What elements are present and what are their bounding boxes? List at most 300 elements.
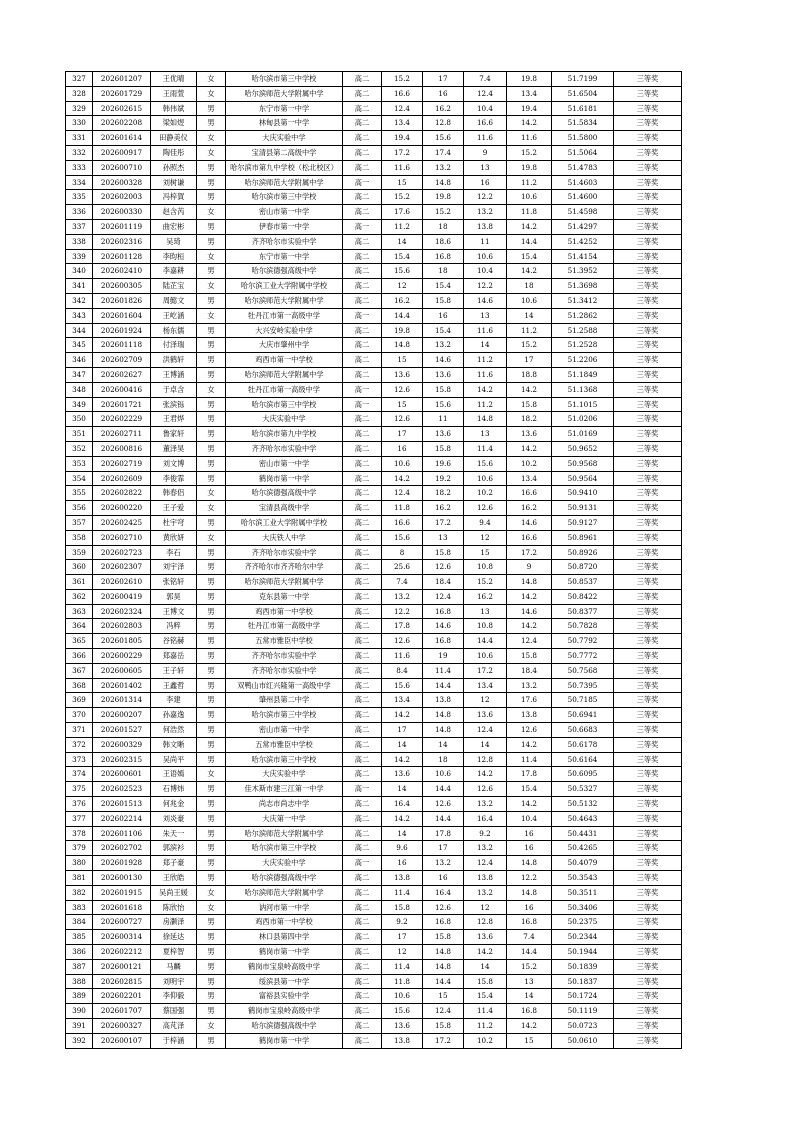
school-cell: 林甸县第一中学	[226, 116, 343, 131]
table-row	[66, 708, 682, 723]
school-cell: 齐齐哈尔市实验中学	[226, 649, 343, 664]
id-cell: 202602815	[93, 974, 151, 989]
score2-cell: 19.6	[423, 456, 464, 471]
school-cell: 鸡西市第一中学校	[226, 353, 343, 368]
name-cell: 于卓含	[151, 382, 197, 397]
gender-cell: 男	[197, 353, 226, 368]
rank-cell: 351	[66, 427, 93, 442]
score2-cell: 16.2	[423, 101, 464, 116]
score1-cell: 17.8	[382, 619, 423, 634]
name-cell: 夏梓智	[151, 945, 197, 960]
id-cell: 202601915	[93, 885, 151, 900]
rank-cell: 344	[66, 323, 93, 338]
gender-cell: 男	[197, 959, 226, 974]
award-cell: 三等奖	[614, 634, 682, 649]
table-row	[66, 989, 682, 1004]
award-cell: 三等奖	[614, 871, 682, 886]
id-cell: 202600330	[93, 205, 151, 220]
table-row	[66, 160, 682, 175]
table-row	[66, 767, 682, 782]
name-cell: 石博炜	[151, 782, 197, 797]
score1-cell: 15.2	[382, 190, 423, 205]
score1-cell: 7.4	[382, 575, 423, 590]
id-cell: 202601805	[93, 634, 151, 649]
school-cell: 哈尔滨工业大学附属中学校	[226, 279, 343, 294]
table-row	[66, 101, 682, 116]
rank-cell: 334	[66, 175, 93, 190]
rank-cell: 377	[66, 811, 93, 826]
name-cell: 陶佳彤	[151, 145, 197, 160]
school-cell: 齐齐哈尔市实验中学	[226, 441, 343, 456]
award-cell: 三等奖	[614, 205, 682, 220]
score3-cell: 12.6	[464, 782, 507, 797]
score3-cell: 10.6	[464, 649, 507, 664]
score1-cell: 13.8	[382, 871, 423, 886]
gender-cell: 男	[197, 811, 226, 826]
gender-cell: 女	[197, 530, 226, 545]
award-cell: 三等奖	[614, 589, 682, 604]
rank-cell: 380	[66, 856, 93, 871]
id-cell: 202602208	[93, 116, 151, 131]
score3-cell: 17.2	[464, 663, 507, 678]
rank-cell: 350	[66, 412, 93, 427]
score1-cell: 15.4	[382, 249, 423, 264]
id-cell: 202602702	[93, 841, 151, 856]
score3-cell: 12.4	[464, 723, 507, 738]
score2-cell: 15.4	[423, 323, 464, 338]
score3-cell: 13.2	[464, 885, 507, 900]
name-cell: 刘宇泽	[151, 560, 197, 575]
score3-cell: 16.6	[464, 116, 507, 131]
school-cell: 牡丹江市第一高级中学	[226, 619, 343, 634]
grade-cell: 高二	[343, 811, 382, 826]
score4-cell: 16.8	[507, 1004, 552, 1019]
total-cell: 51.4598	[552, 205, 614, 220]
name-cell: 马麟	[151, 959, 197, 974]
total-cell: 50.6164	[552, 752, 614, 767]
grade-cell: 高二	[343, 634, 382, 649]
rank-cell: 375	[66, 782, 93, 797]
name-cell: 王欣皓	[151, 871, 197, 886]
rank-cell: 330	[66, 116, 93, 131]
rank-cell: 363	[66, 604, 93, 619]
total-cell: 50.4265	[552, 841, 614, 856]
grade-cell: 高二	[343, 279, 382, 294]
total-cell: 50.3406	[552, 900, 614, 915]
score1-cell: 14.2	[382, 811, 423, 826]
name-cell: 张滨铄	[151, 397, 197, 412]
award-cell: 三等奖	[614, 989, 682, 1004]
name-cell: 付泽瑞	[151, 338, 197, 353]
gender-cell: 女	[197, 501, 226, 516]
grade-cell: 高二	[343, 989, 382, 1004]
score4-cell: 19.8	[507, 72, 552, 87]
id-cell: 202600229	[93, 649, 151, 664]
total-cell: 50.6178	[552, 737, 614, 752]
award-cell: 三等奖	[614, 797, 682, 812]
table-row	[66, 471, 682, 486]
school-cell: 伊春市第一中学	[226, 219, 343, 234]
gender-cell: 女	[197, 131, 226, 146]
table-row	[66, 249, 682, 264]
table-row	[66, 515, 682, 530]
award-cell: 三等奖	[614, 160, 682, 175]
score2-cell: 17.2	[423, 515, 464, 530]
id-cell: 202602609	[93, 471, 151, 486]
gender-cell: 女	[197, 900, 226, 915]
score1-cell: 13.8	[382, 1033, 423, 1048]
award-cell: 三等奖	[614, 264, 682, 279]
results-table-body	[66, 72, 682, 1049]
total-cell: 51.3952	[552, 264, 614, 279]
total-cell: 50.9568	[552, 456, 614, 471]
award-cell: 三等奖	[614, 86, 682, 101]
total-cell: 51.2588	[552, 323, 614, 338]
grade-cell: 高二	[343, 1019, 382, 1034]
grade-cell: 高一	[343, 382, 382, 397]
table-row	[66, 1033, 682, 1048]
score1-cell: 17	[382, 930, 423, 945]
table-row	[66, 856, 682, 871]
award-cell: 三等奖	[614, 367, 682, 382]
score2-cell: 18	[423, 219, 464, 234]
grade-cell: 高二	[343, 945, 382, 960]
score4-cell: 12.2	[507, 871, 552, 886]
score3-cell: 11.6	[464, 323, 507, 338]
name-cell: 高芃泽	[151, 1019, 197, 1034]
total-cell: 50.7568	[552, 663, 614, 678]
table-row	[66, 945, 682, 960]
table-row	[66, 723, 682, 738]
score1-cell: 15.6	[382, 264, 423, 279]
score1-cell: 16.6	[382, 515, 423, 530]
total-cell: 51.4297	[552, 219, 614, 234]
score2-cell: 11.4	[423, 663, 464, 678]
grade-cell: 高二	[343, 323, 382, 338]
id-cell: 202601207	[93, 72, 151, 87]
name-cell: 李俊霏	[151, 471, 197, 486]
score4-cell: 11.4	[507, 752, 552, 767]
rank-cell: 378	[66, 826, 93, 841]
id-cell: 202602803	[93, 619, 151, 634]
gender-cell: 女	[197, 86, 226, 101]
score3-cell: 10.2	[464, 1033, 507, 1048]
name-cell: 韩春侣	[151, 486, 197, 501]
table-row	[66, 678, 682, 693]
name-cell: 李嘉耕	[151, 264, 197, 279]
score3-cell: 10.6	[464, 471, 507, 486]
id-cell: 202602709	[93, 353, 151, 368]
score1-cell: 15.6	[382, 678, 423, 693]
score2-cell: 13.6	[423, 367, 464, 382]
score3-cell: 11.2	[464, 1019, 507, 1034]
table-row	[66, 323, 682, 338]
score2-cell: 17	[423, 72, 464, 87]
gender-cell: 男	[197, 663, 226, 678]
award-cell: 三等奖	[614, 782, 682, 797]
award-cell: 三等奖	[614, 441, 682, 456]
score1-cell: 16.6	[382, 86, 423, 101]
total-cell: 51.2862	[552, 308, 614, 323]
table-row	[66, 604, 682, 619]
id-cell: 202601314	[93, 693, 151, 708]
score2-cell: 13.2	[423, 160, 464, 175]
school-cell: 肇州县第二中学	[226, 693, 343, 708]
score4-cell: 13.2	[507, 678, 552, 693]
name-cell: 韩文晰	[151, 737, 197, 752]
grade-cell: 高二	[343, 530, 382, 545]
score2-cell: 14.4	[423, 678, 464, 693]
score1-cell: 12	[382, 945, 423, 960]
award-cell: 三等奖	[614, 412, 682, 427]
score3-cell: 13.8	[464, 871, 507, 886]
score3-cell: 12	[464, 530, 507, 545]
score2-cell: 15.8	[423, 382, 464, 397]
score1-cell: 14	[382, 826, 423, 841]
gender-cell: 男	[197, 634, 226, 649]
id-cell: 202602719	[93, 456, 151, 471]
score3-cell: 9.2	[464, 826, 507, 841]
score3-cell: 13	[464, 308, 507, 323]
school-cell: 大兴安岭实验中学	[226, 323, 343, 338]
score4-cell: 15.4	[507, 249, 552, 264]
award-cell: 三等奖	[614, 649, 682, 664]
gender-cell: 男	[197, 323, 226, 338]
gender-cell: 男	[197, 575, 226, 590]
table-row	[66, 264, 682, 279]
gender-cell: 男	[197, 293, 226, 308]
table-row	[66, 72, 682, 87]
score1-cell: 14.2	[382, 752, 423, 767]
score4-cell: 10.6	[507, 293, 552, 308]
score3-cell: 15.4	[464, 989, 507, 1004]
score3-cell: 14.8	[464, 412, 507, 427]
award-cell: 三等奖	[614, 72, 682, 87]
score1-cell: 12.4	[382, 101, 423, 116]
rank-cell: 329	[66, 101, 93, 116]
table-row	[66, 885, 682, 900]
score3-cell: 14.2	[464, 945, 507, 960]
grade-cell: 高二	[343, 871, 382, 886]
school-cell: 大庆第一中学	[226, 811, 343, 826]
score1-cell: 11.8	[382, 974, 423, 989]
score3-cell: 9	[464, 145, 507, 160]
score3-cell: 14.2	[464, 382, 507, 397]
grade-cell: 高二	[343, 575, 382, 590]
gender-cell: 男	[197, 175, 226, 190]
grade-cell: 高二	[343, 930, 382, 945]
score4-cell: 15.2	[507, 338, 552, 353]
name-cell: 谷铭赫	[151, 634, 197, 649]
rank-cell: 333	[66, 160, 93, 175]
results-table	[65, 71, 682, 1049]
score3-cell: 13.2	[464, 205, 507, 220]
score1-cell: 12.6	[382, 634, 423, 649]
rank-cell: 370	[66, 708, 93, 723]
score4-cell: 17.2	[507, 545, 552, 560]
total-cell: 50.7772	[552, 649, 614, 664]
gender-cell: 女	[197, 205, 226, 220]
score2-cell: 12.6	[423, 797, 464, 812]
score4-cell: 14.2	[507, 797, 552, 812]
name-cell: 王鑫哲	[151, 678, 197, 693]
school-cell: 鸡西市第一中学校	[226, 915, 343, 930]
grade-cell: 高二	[343, 205, 382, 220]
grade-cell: 高二	[343, 441, 382, 456]
score1-cell: 11.8	[382, 501, 423, 516]
school-cell: 绥滨县第一中学	[226, 974, 343, 989]
grade-cell: 高一	[343, 856, 382, 871]
table-row	[66, 575, 682, 590]
total-cell: 51.4603	[552, 175, 614, 190]
score3-cell: 11.2	[464, 353, 507, 368]
name-cell: 冯粹	[151, 619, 197, 634]
award-cell: 三等奖	[614, 397, 682, 412]
total-cell: 51.1849	[552, 367, 614, 382]
score1-cell: 15	[382, 397, 423, 412]
grade-cell: 高二	[343, 471, 382, 486]
id-cell: 202601513	[93, 797, 151, 812]
id-cell: 202601128	[93, 249, 151, 264]
grade-cell: 高二	[343, 915, 382, 930]
score3-cell: 13.4	[464, 678, 507, 693]
school-cell: 牡丹江市第一高级中学	[226, 382, 343, 397]
award-cell: 三等奖	[614, 486, 682, 501]
score4-cell: 14.8	[507, 885, 552, 900]
total-cell: 51.5834	[552, 116, 614, 131]
total-cell: 50.4643	[552, 811, 614, 826]
id-cell: 202600327	[93, 1019, 151, 1034]
total-cell: 51.4154	[552, 249, 614, 264]
gender-cell: 男	[197, 589, 226, 604]
gender-cell: 男	[197, 515, 226, 530]
gender-cell: 男	[197, 412, 226, 427]
school-cell: 密山市第一中学	[226, 456, 343, 471]
score4-cell: 10.2	[507, 456, 552, 471]
total-cell: 50.3543	[552, 871, 614, 886]
award-cell: 三等奖	[614, 693, 682, 708]
school-cell: 齐齐哈尔市实验中学	[226, 234, 343, 249]
grade-cell: 高二	[343, 456, 382, 471]
score4-cell: 14.8	[507, 856, 552, 871]
name-cell: 郑子豪	[151, 856, 197, 871]
score4-cell: 16.6	[507, 530, 552, 545]
gender-cell: 男	[197, 723, 226, 738]
award-cell: 三等奖	[614, 427, 682, 442]
id-cell: 202601119	[93, 219, 151, 234]
table-row	[66, 782, 682, 797]
id-cell: 202601527	[93, 723, 151, 738]
rank-cell: 335	[66, 190, 93, 205]
name-cell: 徐延达	[151, 930, 197, 945]
table-row	[66, 974, 682, 989]
score3-cell: 7.4	[464, 72, 507, 87]
score2-cell: 16.8	[423, 249, 464, 264]
award-cell: 三等奖	[614, 190, 682, 205]
table-row	[66, 649, 682, 664]
score1-cell: 13.6	[382, 767, 423, 782]
table-row	[66, 279, 682, 294]
school-cell: 佳木斯市建三江第一中学	[226, 782, 343, 797]
school-cell: 牡丹江市第一高级中学	[226, 308, 343, 323]
gender-cell: 女	[197, 486, 226, 501]
rank-cell: 337	[66, 219, 93, 234]
school-cell: 哈尔滨市第三中学校	[226, 752, 343, 767]
rank-cell: 384	[66, 915, 93, 930]
gender-cell: 男	[197, 678, 226, 693]
rank-cell: 376	[66, 797, 93, 812]
award-cell: 三等奖	[614, 515, 682, 530]
name-cell: 郑嘉岳	[151, 649, 197, 664]
name-cell: 何兆金	[151, 797, 197, 812]
gender-cell: 女	[197, 279, 226, 294]
id-cell: 202600107	[93, 1033, 151, 1048]
score3-cell: 9.4	[464, 515, 507, 530]
school-cell: 齐齐哈尔市实验中学	[226, 545, 343, 560]
award-cell: 三等奖	[614, 930, 682, 945]
score4-cell: 13.6	[507, 427, 552, 442]
total-cell: 50.1119	[552, 1004, 614, 1019]
name-cell: 陈欣怡	[151, 900, 197, 915]
score1-cell: 16.4	[382, 797, 423, 812]
school-cell: 宝清县高级中学	[226, 501, 343, 516]
score2-cell: 14.8	[423, 723, 464, 738]
rank-cell: 327	[66, 72, 93, 87]
name-cell: 王屹涵	[151, 308, 197, 323]
gender-cell: 男	[197, 841, 226, 856]
score1-cell: 16.2	[382, 293, 423, 308]
grade-cell: 高二	[343, 86, 382, 101]
score3-cell: 12.6	[464, 501, 507, 516]
grade-cell: 高二	[343, 974, 382, 989]
name-cell: 王君烨	[151, 412, 197, 427]
award-cell: 三等奖	[614, 915, 682, 930]
rank-cell: 359	[66, 545, 93, 560]
award-cell: 三等奖	[614, 1033, 682, 1048]
gender-cell: 男	[197, 264, 226, 279]
school-cell: 五常市雅臣中学校	[226, 634, 343, 649]
gender-cell: 男	[197, 856, 226, 871]
award-cell: 三等奖	[614, 575, 682, 590]
award-cell: 三等奖	[614, 116, 682, 131]
grade-cell: 高二	[343, 649, 382, 664]
score1-cell: 17.2	[382, 145, 423, 160]
grade-cell: 高二	[343, 693, 382, 708]
school-cell: 密山市第一中学	[226, 723, 343, 738]
score4-cell: 13.4	[507, 86, 552, 101]
score4-cell: 16.2	[507, 501, 552, 516]
score3-cell: 15.6	[464, 456, 507, 471]
table-row	[66, 1019, 682, 1034]
table-row	[66, 900, 682, 915]
award-cell: 三等奖	[614, 974, 682, 989]
score4-cell: 11.2	[507, 175, 552, 190]
total-cell: 51.2528	[552, 338, 614, 353]
total-cell: 50.2375	[552, 915, 614, 930]
grade-cell: 高二	[343, 604, 382, 619]
school-cell: 哈尔滨市第三中学校	[226, 841, 343, 856]
gender-cell: 女	[197, 308, 226, 323]
gender-cell: 男	[197, 708, 226, 723]
award-cell: 三等奖	[614, 752, 682, 767]
score2-cell: 11	[423, 412, 464, 427]
score1-cell: 9.2	[382, 915, 423, 930]
score3-cell: 10.8	[464, 560, 507, 575]
score2-cell: 16	[423, 308, 464, 323]
award-cell: 三等奖	[614, 900, 682, 915]
grade-cell: 高二	[343, 234, 382, 249]
name-cell: 王博文	[151, 604, 197, 619]
